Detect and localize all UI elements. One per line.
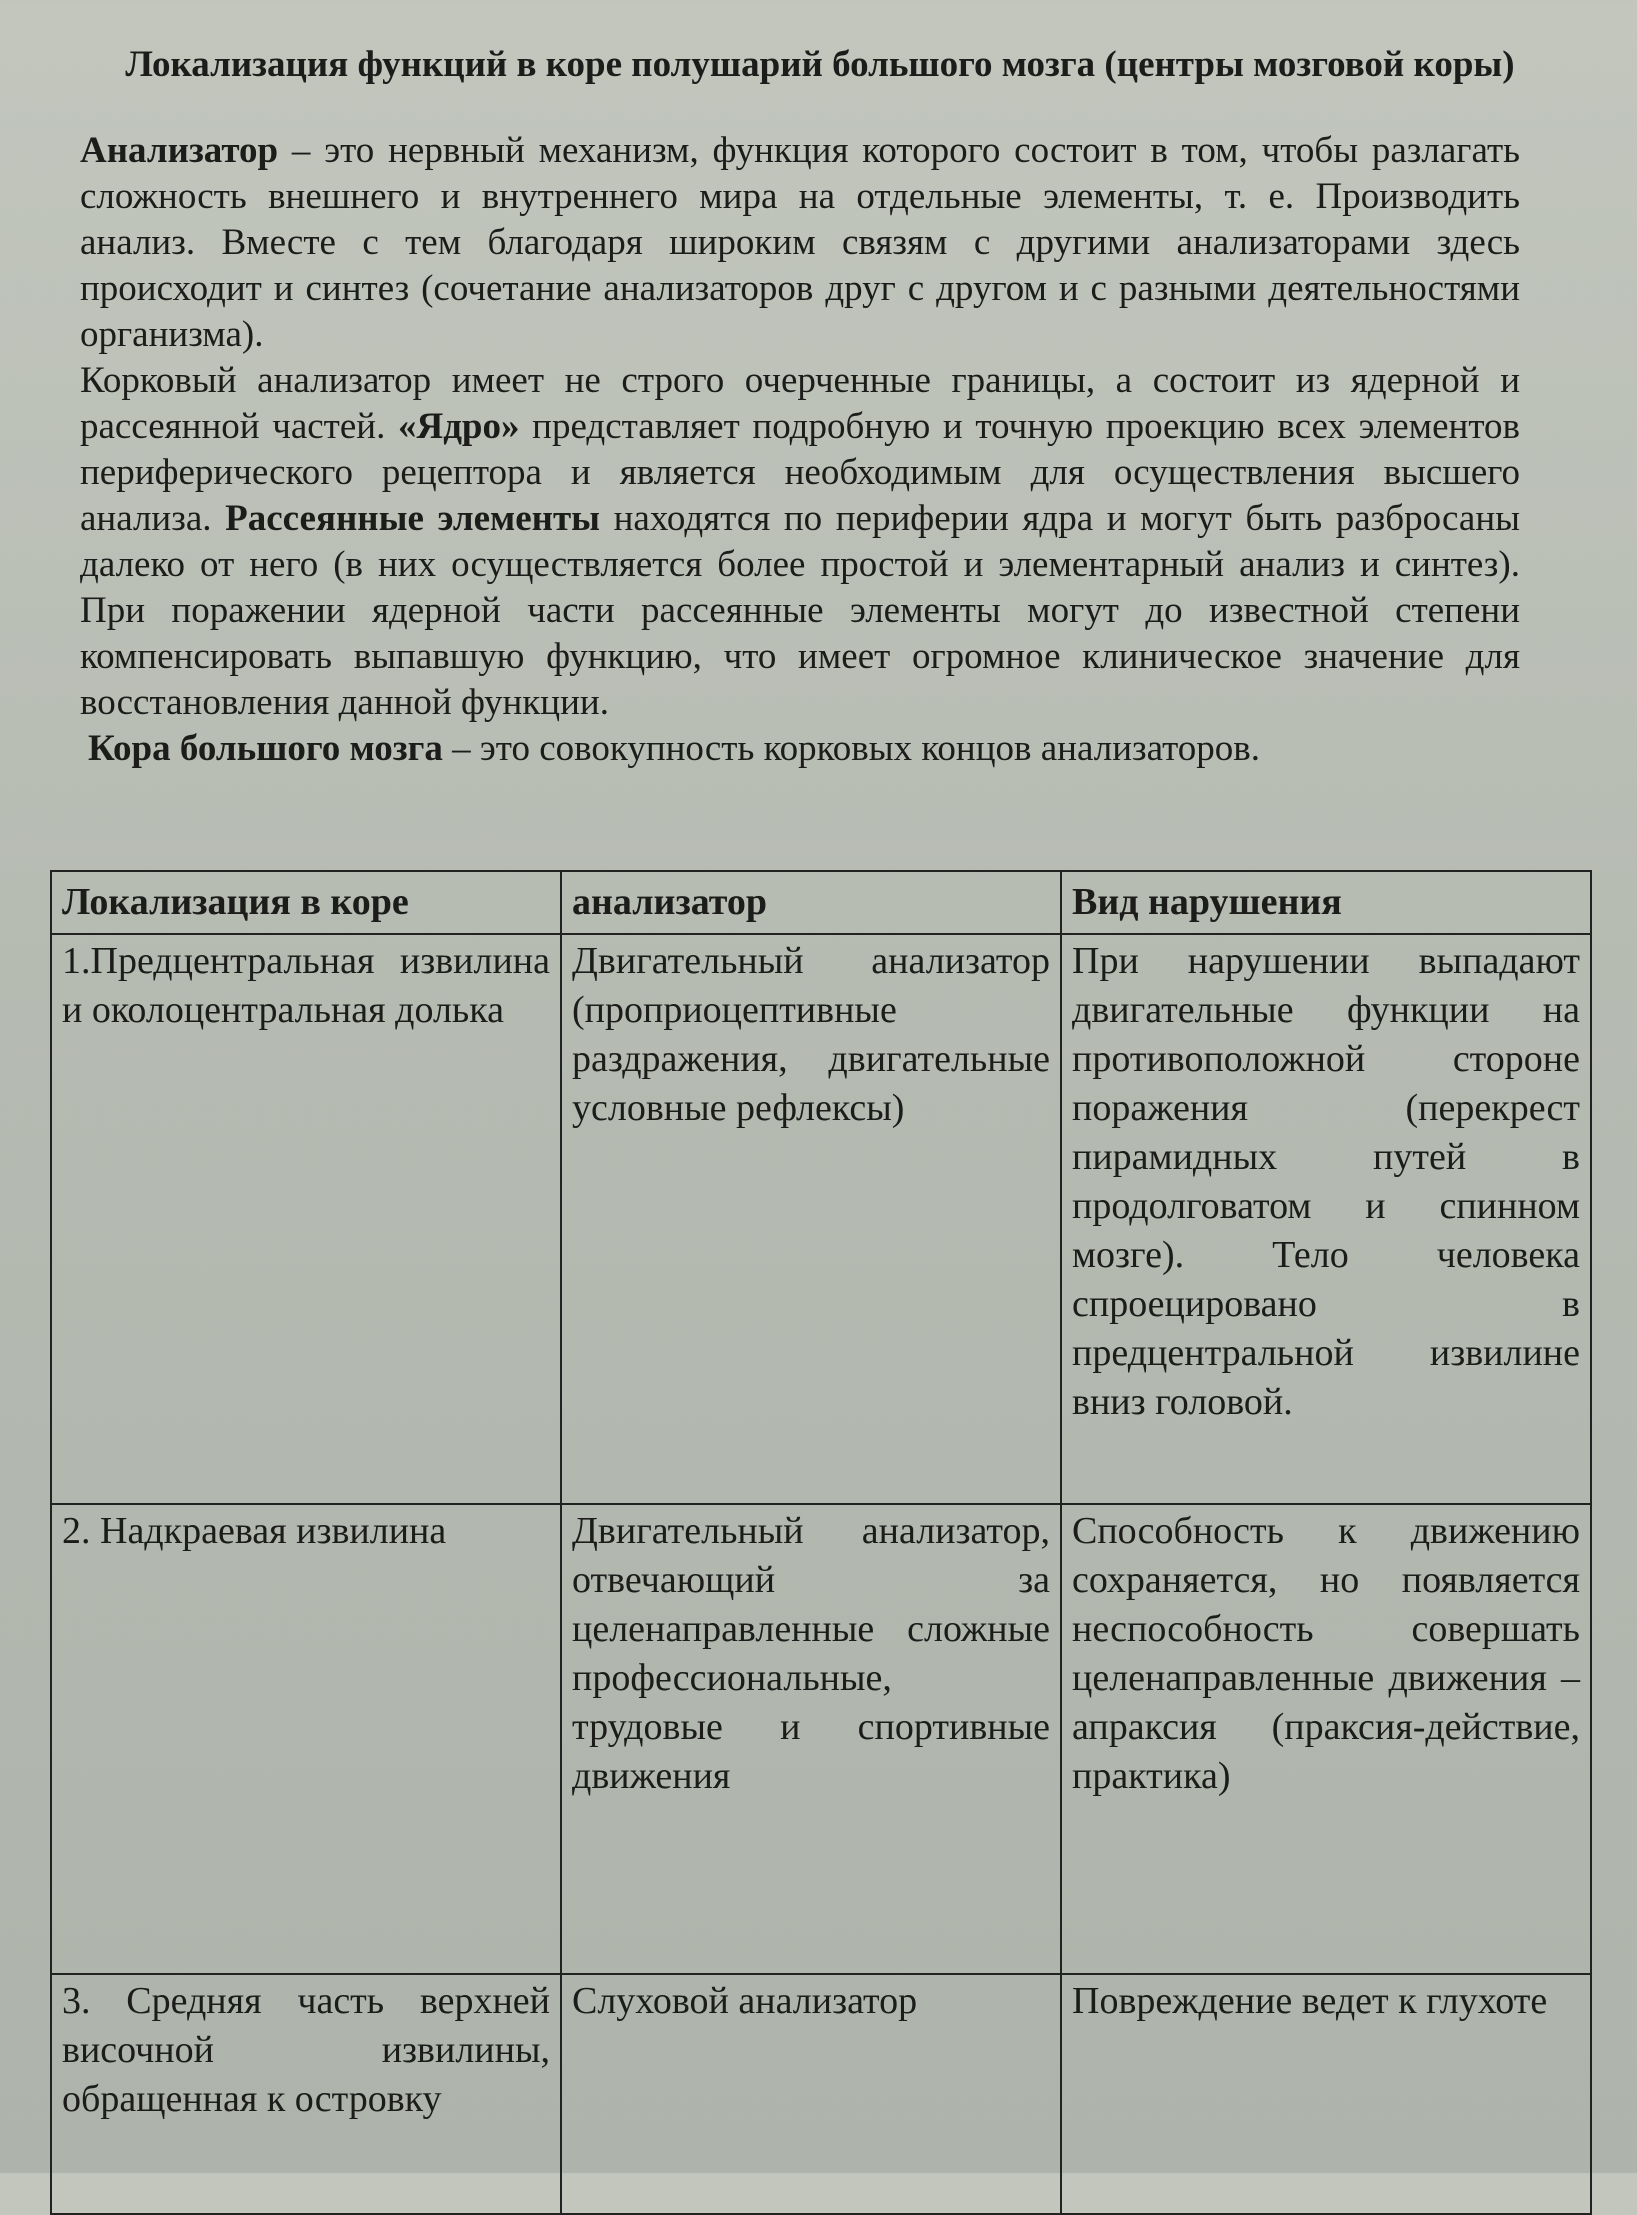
paragraph-cortical-analyzer: [80, 358, 1520, 726]
paragraph-analyzer: [80, 128, 1520, 358]
cell-disorder: Повреждение ведет к глухоте: [1061, 1974, 1591, 2214]
table-row: [51, 1504, 1591, 1974]
intro-text: [80, 128, 1520, 772]
table-header-row: [51, 871, 1591, 934]
cell-localization: 2. Надкраевая извилина: [51, 1504, 561, 1974]
cell-analyzer: Слуховой анализатор: [561, 1974, 1061, 2214]
cell-localization: 3. Средняя часть верхней височной извилины, обращенная к островку: [51, 1974, 561, 2214]
table-row: [51, 934, 1591, 1504]
cell-analyzer: Двигательный анализатор, отвечающий за целенаправленные сложные профессиональные, трудовые и спортивные движения: [561, 1504, 1061, 1974]
paragraph-cortical-text-1: Корковый анализатор имеет не строго очерченные границы, а состоит из ядерной и рассеянной частей.: [80, 360, 1520, 447]
cell-analyzer: Двигательный анализатор (проприоцептивные раздражения, двигательные условные рефлексы): [561, 934, 1061, 1504]
table-row: [51, 1974, 1591, 2214]
paragraph-cortex-text: – это совокупность корковых концов анализаторов.: [442, 728, 1260, 769]
paragraph-cortical-text-2: представляет подробную и точную проекцию всех элементов периферического рецептора и является необходимым для осуществления высшего анализа.: [80, 406, 1520, 539]
header-disorder: Вид нарушения: [1061, 871, 1591, 934]
header-localization: Локализация в коре: [51, 871, 561, 934]
cell-disorder: Способность к движению сохраняется, но появляется неспособность совершать целенаправленные движения – апраксия (праксия-действие, практика): [1061, 1504, 1591, 1974]
localization-table: [50, 870, 1592, 2215]
page-title: Локализация функций в коре полушарий большого мозга (центры мозговой коры): [125, 44, 1515, 85]
term-core: «Ядро»: [397, 406, 520, 447]
paragraph-analyzer-text: – это нервный механизм, функция которого состоит в том, чтобы разлагать сложность внешнего и внутреннего мира на отдельные элементы, т. е. Производить анализ. Вместе с тем благодаря широким связям с другими анализаторами здесь происходит и синтез (сочетание анализаторов друг с другом и с разными деятельностями организма).: [80, 130, 1520, 355]
term-cortex: Кора большого мозга: [88, 728, 443, 769]
cell-disorder: При нарушении выпадают двигательные функции на противоположной стороне поражения (перекрест пирамидных путей в продолговатом и спинном мозге). Тело человека спроецировано в предцентральной извилине вниз головой.: [1061, 934, 1591, 1504]
term-scattered-elements: Рассеянные элементы: [225, 498, 601, 539]
paragraph-cortical-text-3: находятся по периферии ядра и могут быть разбросаны далеко от него (в них осуществляется более простой и элементарный анализ и синтез). При поражении ядерной части рассеянные элементы могут до известной степени компенсировать выпавшую функцию, что имеет огромное клиническое значение для восстановления данной функции.: [80, 498, 1521, 723]
cell-localization: 1.Предцентральная извилина и околоцентральная долька: [51, 934, 561, 1504]
header-analyzer: анализатор: [561, 871, 1061, 934]
term-analyzer: Анализатор: [80, 130, 279, 171]
paragraph-cortex: [80, 726, 1520, 772]
